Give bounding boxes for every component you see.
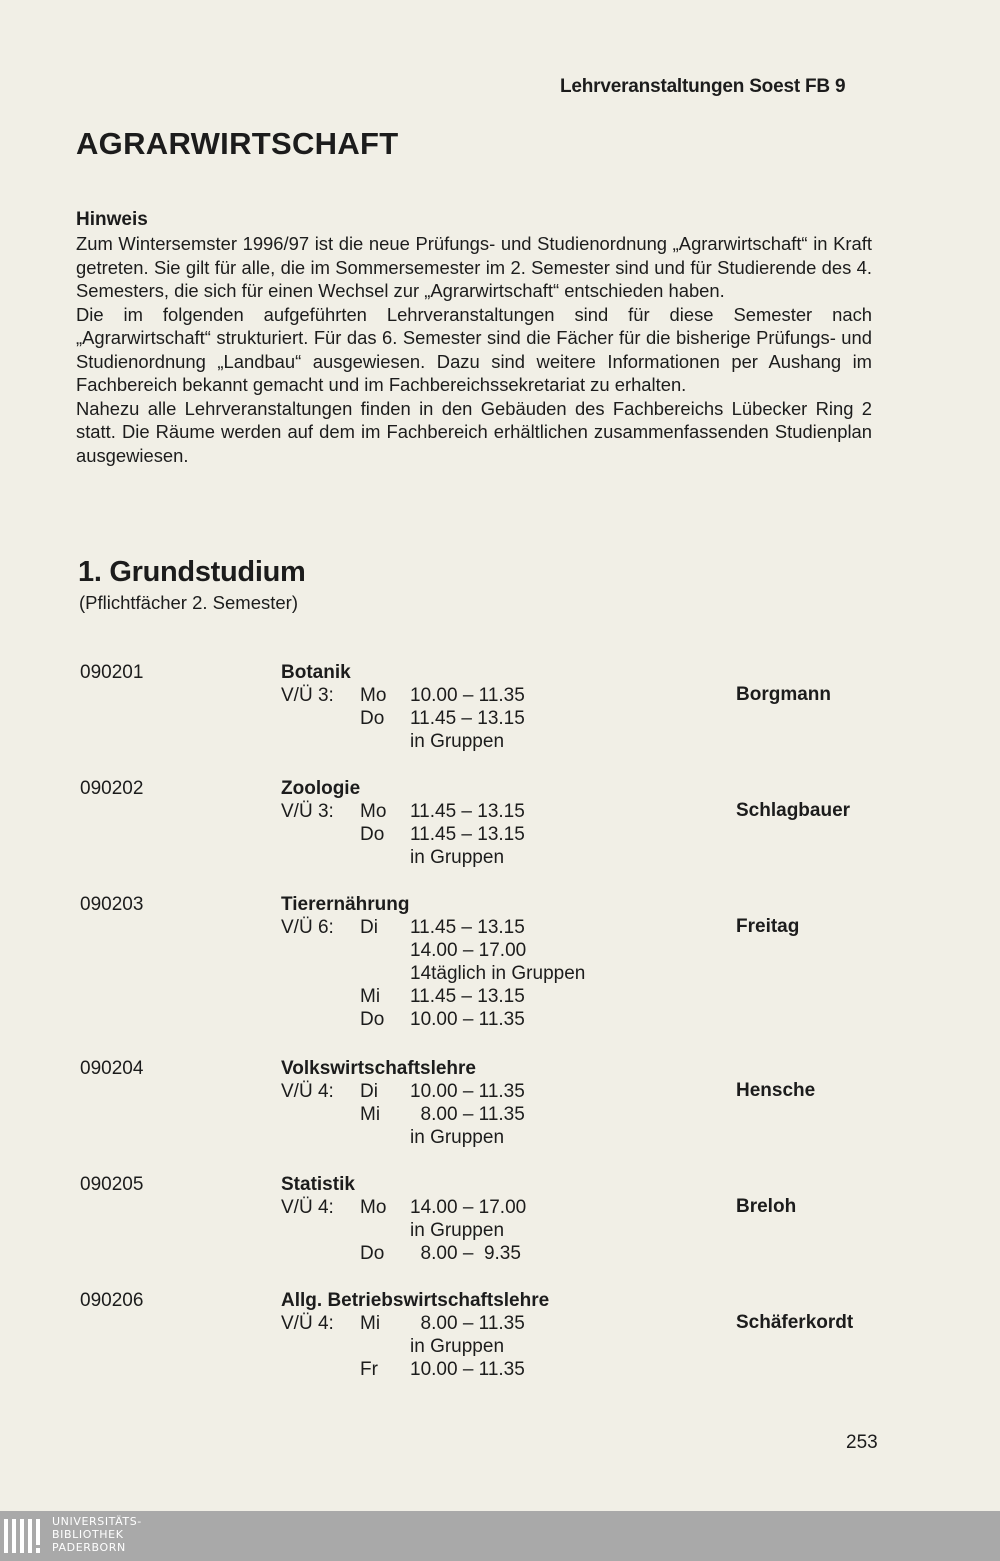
course-lecturer: Borgmann (736, 684, 831, 705)
course-type: V/Ü 3: (281, 685, 334, 706)
course-type: V/Ü 6: (281, 917, 334, 938)
library-logo-icon (4, 1517, 44, 1555)
course-title: Statistik (281, 1174, 355, 1195)
course-number: 090205 (80, 1174, 144, 1195)
session-row (281, 1336, 701, 1359)
session-time: 8.00 – 9.35 (410, 1243, 521, 1264)
logo-line: BIBLIOTHEK (52, 1528, 124, 1541)
session-row (281, 801, 701, 824)
course-lecturer: Schlagbauer (736, 800, 851, 821)
page-title: AGRARWIRTSCHAFT (76, 126, 399, 161)
session-day: Mo (360, 685, 387, 706)
course-type: V/Ü 3: (281, 801, 334, 822)
session-time: 14.00 – 17.00 (410, 1197, 527, 1218)
logo-line: PADERBORN (52, 1541, 126, 1554)
notice-paragraph: Nahezu alle Lehrveranstaltungen finden in den Gebäuden des Fachbereichs Lübecker Ring 2 statt. Die Räume werden auf dem im Fachbereich erhältlichen zusammenfassenden Studienplan ausgewiesen. (76, 397, 872, 466)
course-type: V/Ü 4: (281, 1313, 334, 1334)
course-lecturer: Schäferkordt (736, 1312, 854, 1333)
course-number: 090204 (80, 1058, 144, 1079)
library-logo-text (52, 1515, 142, 1554)
session-day: Mi (360, 1313, 381, 1334)
session-day: Di (360, 1081, 378, 1102)
course-lecturer: Hensche (736, 1080, 816, 1101)
session-row (281, 1081, 701, 1104)
notice-title: Hinweis (76, 209, 148, 230)
session-time: 8.00 – 11.35 (410, 1313, 525, 1334)
page-number: 253 (846, 1432, 878, 1453)
session-time: 11.45 – 13.15 (410, 917, 525, 938)
course-lecturer: Breloh (736, 1196, 797, 1217)
session-time: 10.00 – 11.35 (410, 1081, 525, 1102)
session-row (281, 1104, 701, 1127)
session-time: 11.45 – 13.15 (410, 801, 525, 822)
course-number: 090203 (80, 894, 144, 915)
session-row (281, 685, 701, 708)
session-day: Di (360, 917, 378, 938)
session-note: in Gruppen (410, 731, 505, 752)
session-day: Do (360, 1243, 385, 1264)
course-title: Allg. Betriebswirtschaftslehre (281, 1290, 550, 1311)
course-number: 090206 (80, 1290, 144, 1311)
session-time: 8.00 – 11.35 (410, 1104, 525, 1125)
session-row (281, 1243, 701, 1266)
session-row (281, 1359, 701, 1382)
course-type: V/Ü 4: (281, 1081, 334, 1102)
session-row (281, 963, 701, 986)
session-day: Do (360, 708, 385, 729)
course-title: Botanik (281, 662, 351, 683)
session-row (281, 1127, 701, 1150)
course-type: V/Ü 4: (281, 1197, 334, 1218)
section-title: 1. Grundstudium (78, 556, 306, 588)
session-row (281, 1220, 701, 1243)
session-row (281, 986, 701, 1009)
session-time: 11.45 – 13.15 (410, 708, 525, 729)
section-subtitle: (Pflichtfächer 2. Semester) (79, 592, 298, 613)
session-day: Mi (360, 1104, 381, 1125)
session-day: Fr (360, 1359, 378, 1380)
session-row (281, 824, 701, 847)
logo-line: UNIVERSITÄTS- (52, 1515, 142, 1528)
session-row (281, 731, 701, 754)
session-time: 10.00 – 11.35 (410, 1359, 525, 1380)
session-row (281, 847, 701, 870)
notice-paragraph: Zum Wintersemster 1996/97 ist die neue Prüfungs- und Studienordnung „Agrarwirtschaft“ in Kraft getreten. Sie gilt für alle, die im Sommersemester im 2. Semester sind und für Studierende des 4. Semesters, die sich für einen Wechsel zur „Agrarwirtschaft“ entschieden haben. (76, 233, 872, 301)
course-title: Zoologie (281, 778, 361, 799)
session-time: 11.45 – 13.15 (410, 986, 525, 1007)
running-header: Lehrveranstaltungen Soest FB 9 (560, 76, 846, 97)
session-time: 14.00 – 17.00 (410, 940, 527, 961)
session-row (281, 917, 701, 940)
session-row (281, 1197, 701, 1220)
library-footer (0, 1511, 1000, 1561)
course-number: 090202 (80, 778, 144, 799)
course-number: 090201 (80, 662, 144, 683)
session-day: Mo (360, 801, 387, 822)
session-row (281, 940, 701, 963)
session-time: 10.00 – 11.35 (410, 1009, 525, 1030)
session-day: Do (360, 1009, 385, 1030)
session-day: Mo (360, 1197, 387, 1218)
course-title: Tierernährung (281, 894, 410, 915)
session-note: in Gruppen (410, 1127, 505, 1148)
session-note: in Gruppen (410, 1336, 505, 1357)
session-row (281, 1313, 701, 1336)
session-time: 10.00 – 11.35 (410, 685, 525, 706)
course-title: Volkswirtschaftslehre (281, 1058, 477, 1079)
session-note: 14täglich in Gruppen (410, 963, 586, 984)
session-row (281, 1009, 701, 1032)
session-note: in Gruppen (410, 847, 505, 868)
session-note: in Gruppen (410, 1220, 505, 1241)
session-time: 11.45 – 13.15 (410, 824, 525, 845)
session-day: Do (360, 824, 385, 845)
notice-paragraph: Die im folgenden aufgeführten Lehrveranstaltungen sind für diese Semester nach „Agrarwirtschaft“ strukturiert. Für das 6. Semester sind die Fächer für die bisherige Prüfungs- und Studienordnung „Landbau“ ausgewiesen. Dazu sind weitere Informationen per Aushang im Fachbereich bekannt gemacht und im Fachbereichssekretariat zu erhalten. (76, 303, 872, 395)
session-day: Mi (360, 986, 381, 1007)
course-lecturer: Freitag (736, 916, 800, 937)
notice-block (76, 208, 872, 467)
session-row (281, 708, 701, 731)
